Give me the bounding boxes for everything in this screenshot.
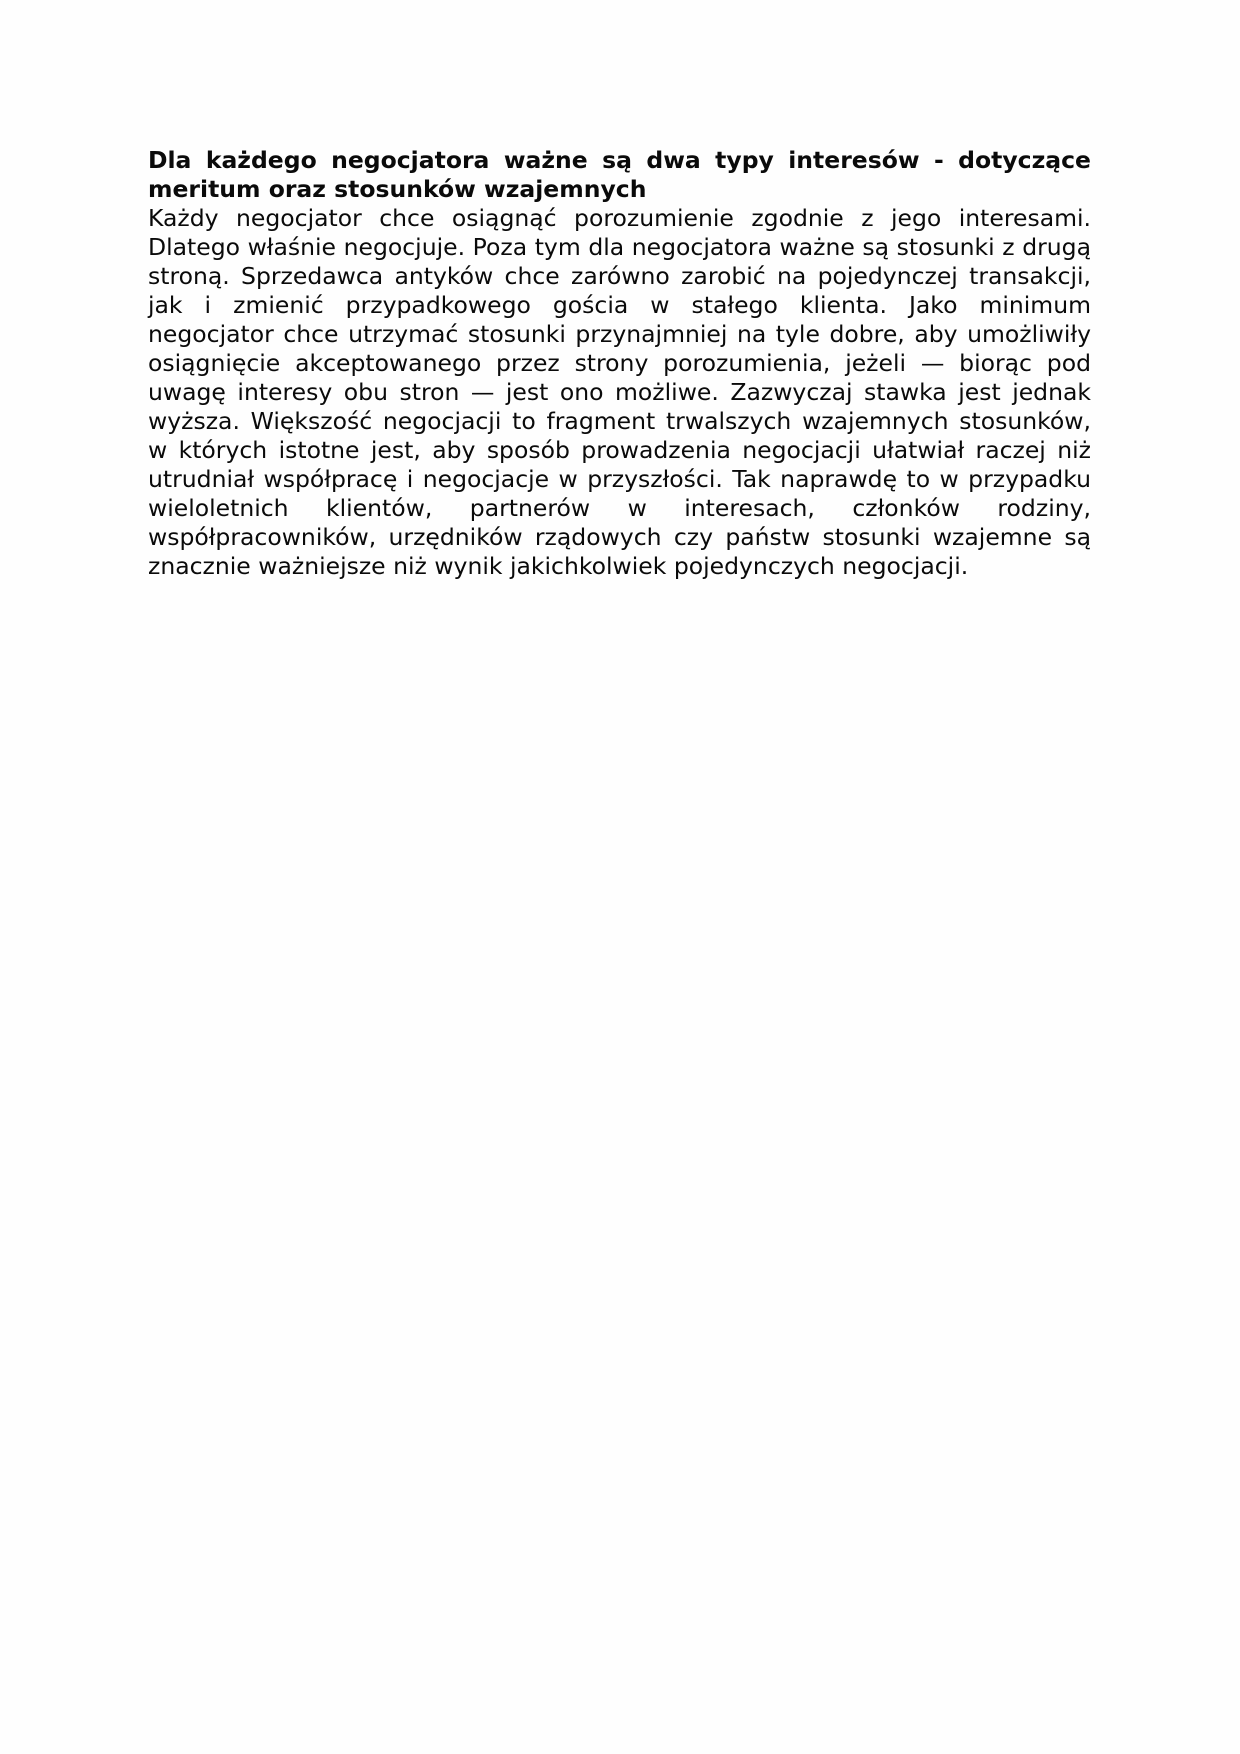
body-paragraph: Każdy negocjator chce osiągnąć porozumienie zgodnie z jego interesami. Dlatego właśnie negocjuje. Poza tym dla negocjatora ważne są stosunki z drugą stroną. Sprzedawca antyków chce zarówno zarobić na pojedynczej transakcji, jak i zmienić przypadkowego gościa w stałego klienta. Jako minimum negocjator chce utrzymać stosunki przynajmniej na tyle dobre, aby umożliwiły osiągnięcie akceptowanego przez strony porozumienia, jeżeli — biorąc pod uwagę interesy obu stron — jest ono możliwe. Zazwyczaj stawka jest jednak wyższa. Większość negocjacji to fragment trwalszych wzajemnych stosunków, w których istotne jest, aby sposób prowadzenia negocjacji ułatwiał raczej niż utrudniał współpracę i negocjacje w przyszłości. Tak naprawdę to w przypadku wieloletnich klientów, partnerów w interesach, członków rodziny, współpracowników, urzędników rządowych czy państw stosunki wzajemne są znacznie ważniejsze niż wynik jakichkolwiek pojedynczych negocjacji.	[148, 204, 1091, 580]
heading-line-2: meritum oraz stosunków wzajemnych	[148, 175, 647, 203]
section-heading	[148, 146, 1091, 204]
heading-line-1: Dla każdego negocjatora ważne są dwa typy interesów - dotyczące	[148, 146, 1091, 174]
document-content	[148, 146, 1091, 581]
